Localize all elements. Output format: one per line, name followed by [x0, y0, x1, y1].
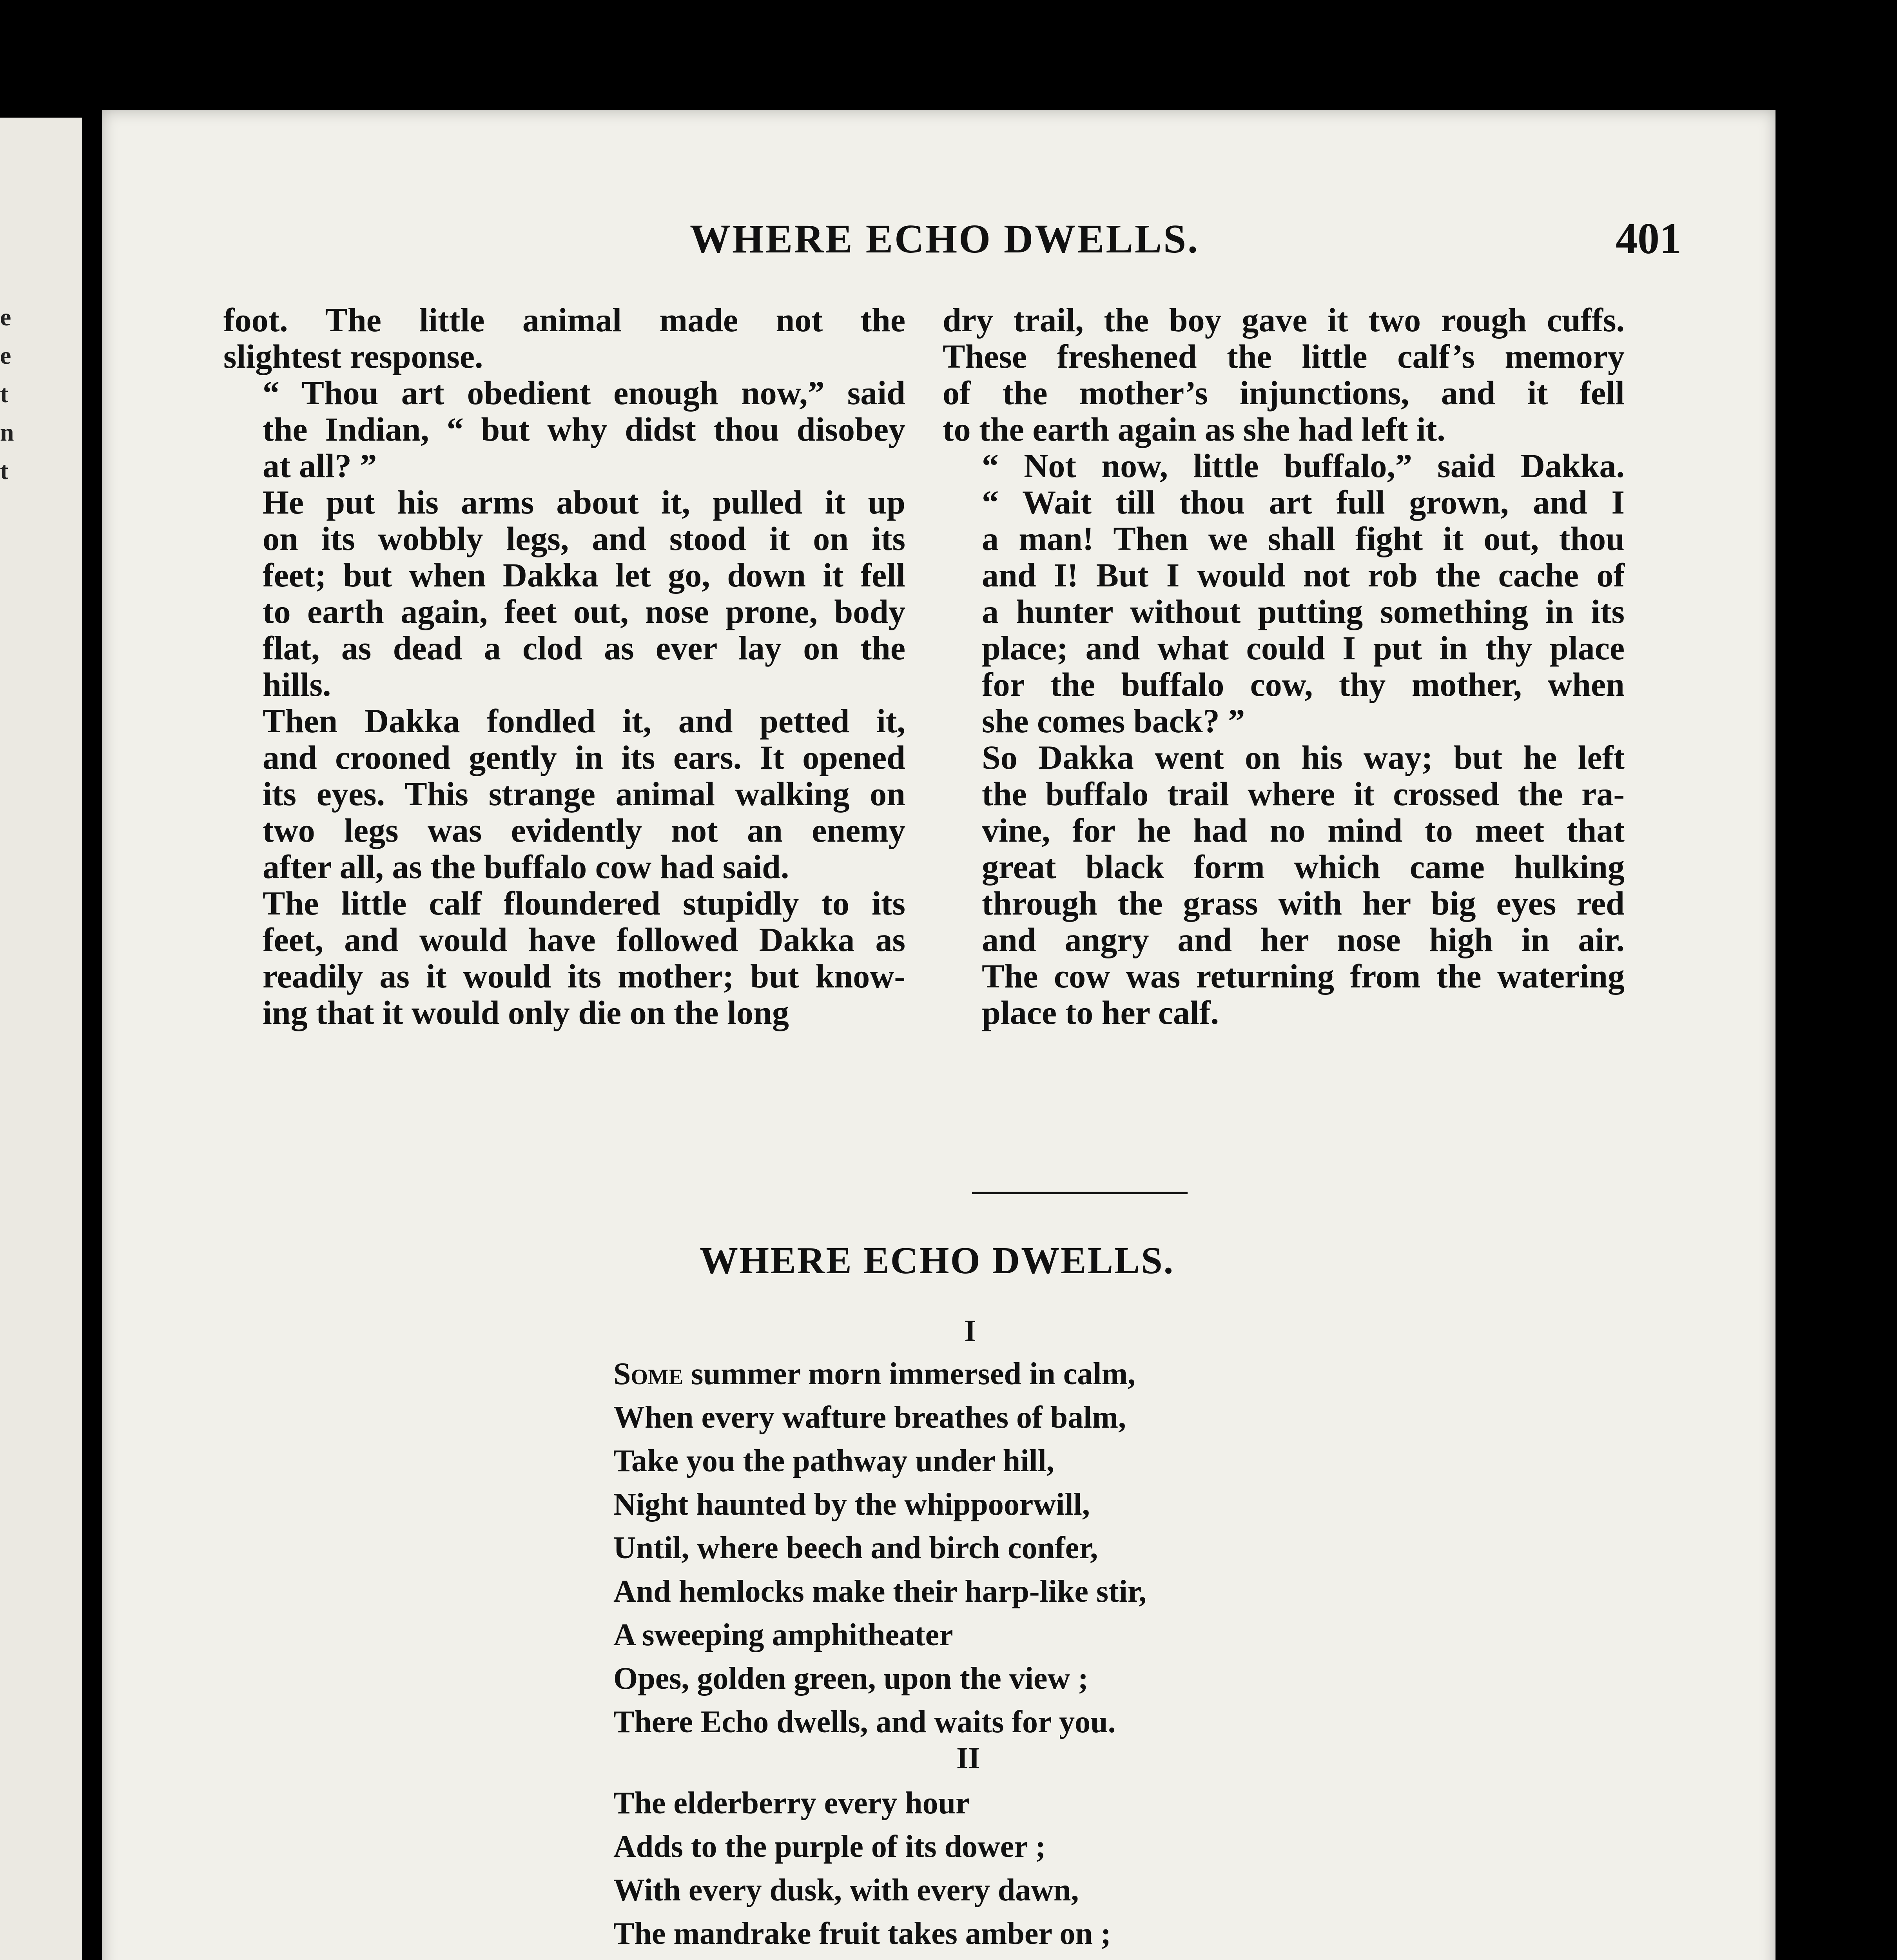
page-number: 401	[1616, 214, 1681, 263]
poem-line: Until, where beech and birch confer,	[613, 1531, 1098, 1565]
text-line: So Dakka went on his way; but he left	[982, 739, 1625, 776]
text-line: of the mother’s injunctions, and it fell	[943, 374, 1625, 412]
text-line: for the buffalo cow, thy mother, when	[982, 666, 1625, 703]
text-line: He put his arms about it, pulled it up	[263, 483, 905, 521]
text-line: dry trail, the boy gave it two rough cuffs.	[943, 301, 1625, 339]
text-line: foot. The little animal made not the	[223, 301, 905, 339]
text-line: slightest response.	[223, 338, 483, 375]
text-line: a hunter without putting something in its	[982, 593, 1625, 630]
text-line: The little calf floundered stupidly to its	[263, 884, 905, 922]
text-line: place to her calf.	[982, 994, 1219, 1031]
text-line: after all, as the buffalo cow had said.	[263, 848, 789, 886]
text-line: feet; but when Dakka let go, down it fell	[263, 556, 905, 594]
text-line: These freshened the little calf’s memory	[943, 338, 1625, 375]
book-page	[102, 110, 1775, 1960]
fragment-char: n	[0, 418, 14, 446]
facing-page-fragments	[0, 298, 24, 490]
text-line: to earth again, feet out, nose prone, body	[263, 593, 905, 630]
poem-line: Opes, golden green, upon the view ;	[613, 1661, 1088, 1696]
fragment-char: e	[0, 303, 11, 331]
running-head: WHERE ECHO DWELLS.	[690, 216, 1200, 261]
stanza	[613, 1352, 1146, 1744]
text-line: feet, and would have followed Dakka as	[263, 921, 905, 958]
stanza-numeral: II	[956, 1741, 980, 1775]
text-line: two legs was evidently not an enemy	[263, 811, 905, 849]
text-line: and angry and her nose high in air.	[982, 921, 1625, 958]
text-line: ing that it would only die on the long	[263, 994, 789, 1031]
fragment-char: e	[0, 341, 11, 369]
poem-line: A sweeping amphitheater	[613, 1618, 953, 1652]
poem-line: Adds to the purple of its dower ;	[613, 1829, 1046, 1864]
text-line: a man! Then we shall fight it out, thou	[982, 520, 1625, 557]
text-line: the buffalo trail where it crossed the ra-	[982, 775, 1625, 813]
poem-title: WHERE ECHO DWELLS.	[700, 1240, 1175, 1282]
paragraph	[943, 739, 1625, 1031]
paragraph	[943, 302, 1625, 448]
poem-line: And hemlocks make their harp-like stir,	[613, 1574, 1147, 1609]
text-line: place; and what could I put in thy place	[982, 629, 1625, 667]
paragraph	[223, 375, 905, 484]
facing-page-edge	[0, 118, 82, 1960]
poem-line: There Echo dwells, and waits for you.	[613, 1705, 1116, 1739]
text-line: to the earth again as she had left it.	[943, 410, 1445, 448]
poem-line: The mandrake fruit takes amber on ;	[613, 1916, 1111, 1951]
text-line: and crooned gently in its ears. It opened	[263, 739, 905, 776]
paragraph	[223, 302, 905, 375]
fragment-char: t	[0, 380, 9, 408]
text-line: great black form which came hulking	[982, 848, 1625, 886]
stanza	[613, 1782, 1116, 1960]
paragraph	[223, 885, 905, 1031]
paragraph	[223, 484, 905, 703]
text-line: the Indian, “ but why didst thou disobey	[263, 410, 905, 448]
text-line: “ Thou art obedient enough now,” said	[263, 374, 905, 412]
poem-line	[613, 1956, 1116, 1960]
text-line: at all? ”	[263, 447, 377, 485]
text-line: hills.	[263, 666, 331, 703]
text-line: Then Dakka fondled it, and petted it,	[263, 702, 905, 740]
poem-line: When every wafture breathes of balm,	[613, 1400, 1126, 1435]
text-line: “ Wait till thou art full grown, and I	[982, 483, 1625, 521]
text-line: on its wobbly legs, and stood it on its	[263, 520, 905, 557]
paragraph	[223, 703, 905, 885]
right-column	[943, 302, 1625, 1031]
poem-line: With every dusk, with every dawn,	[613, 1873, 1079, 1907]
section-divider	[972, 1192, 1188, 1194]
text-line: vine, for he had no mind to meet that	[982, 811, 1625, 849]
poem-line: Some summer morn immersed in calm,	[613, 1357, 1136, 1391]
text-line: The cow was returning from the watering	[982, 957, 1625, 995]
text-line: its eyes. This strange animal walking on	[263, 775, 905, 813]
poem-line: The elderberry every hour	[613, 1786, 970, 1820]
paragraph	[943, 448, 1625, 739]
poem-line: Night haunted by the whippoorwill,	[613, 1487, 1090, 1522]
text-line: readily as it would its mother; but know-	[263, 957, 905, 995]
fragment-char: t	[0, 457, 9, 485]
text-line: she comes back? ”	[982, 702, 1245, 740]
text-line: flat, as dead a clod as ever lay on the	[263, 629, 905, 667]
poem-line: Take you the pathway under hill,	[613, 1444, 1054, 1478]
stanza-numeral: I	[964, 1314, 976, 1348]
text-line: through the grass with her big eyes red	[982, 884, 1625, 922]
poem-first-word: Some	[613, 1357, 684, 1391]
left-column	[223, 302, 905, 1031]
text-line: “ Not now, little buffalo,” said Dakka.	[982, 447, 1625, 485]
text-line: and I! But I would not rob the cache of	[982, 556, 1625, 594]
